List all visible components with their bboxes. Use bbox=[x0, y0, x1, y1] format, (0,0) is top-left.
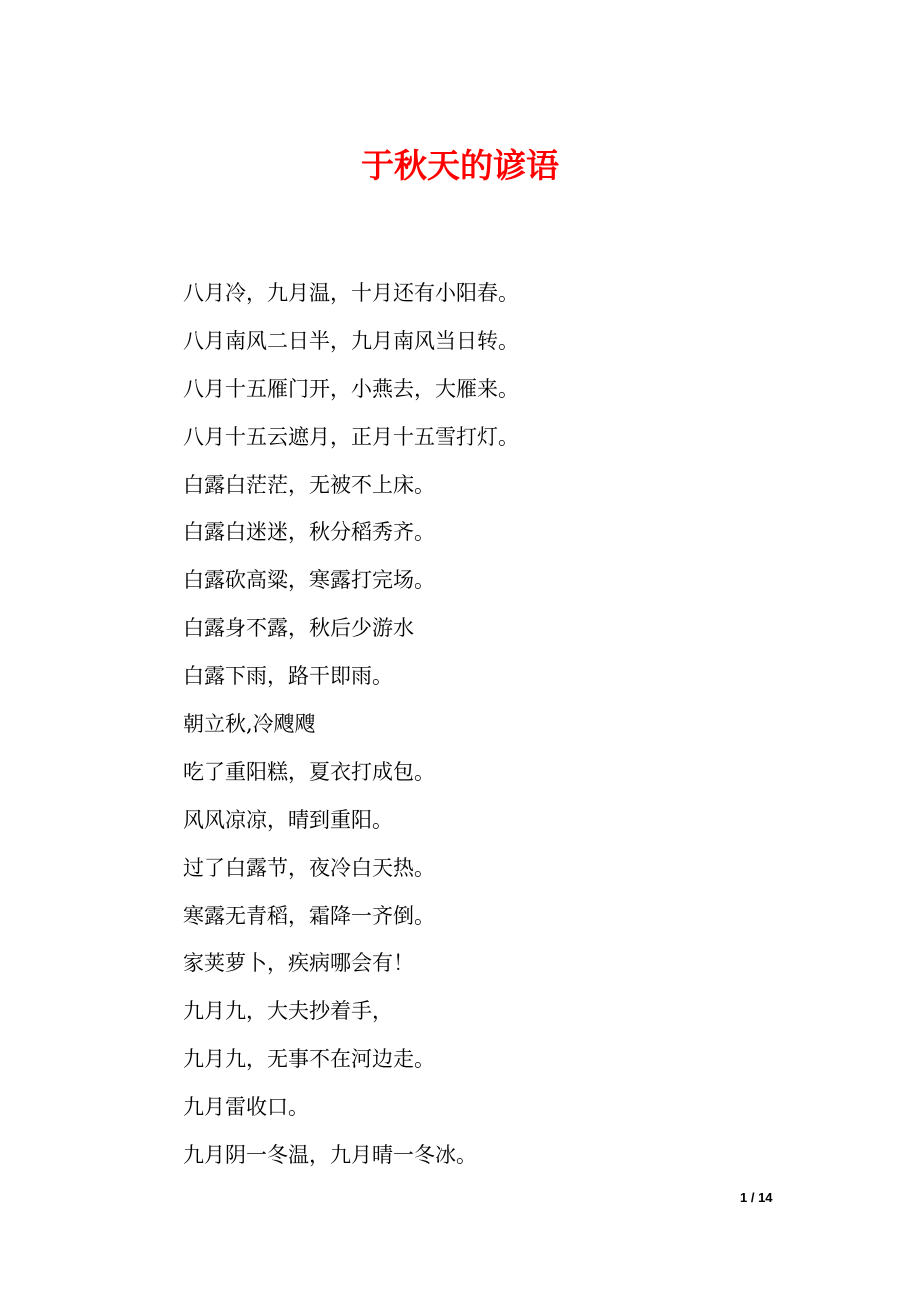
proverb-line: 八月十五云遮月，正月十五雪打灯。 bbox=[183, 424, 519, 449]
proverb-line: 风风凉凉，晴到重阳。 bbox=[183, 807, 393, 832]
proverb-list bbox=[183, 276, 519, 1186]
proverb-line: 八月十五雁门开，小燕去，大雁来。 bbox=[183, 376, 519, 401]
proverb-line: 九月九，大夫抄着手， bbox=[183, 999, 393, 1024]
proverb-line: 白露身不露，秋后少游水 bbox=[183, 616, 414, 641]
proverb-line: 家荚萝卜，疾病哪会有！ bbox=[183, 951, 414, 976]
proverb-line: 九月阴一冬温，九月晴一冬冰。 bbox=[183, 1143, 477, 1168]
proverb-line: 寒露无青稻，霜降一齐倒。 bbox=[183, 903, 435, 928]
proverb-line: 吃了重阳糕，夏衣打成包。 bbox=[183, 759, 435, 784]
proverb-line: 白露下雨，路干即雨。 bbox=[183, 664, 393, 689]
proverb-line: 八月南风二日半，九月南风当日转。 bbox=[183, 328, 519, 353]
page-number: 1 / 14 bbox=[740, 1190, 773, 1205]
proverb-line: 过了白露节，夜冷白天热。 bbox=[183, 855, 435, 880]
proverb-line: 八月冷，九月温，十月还有小阳春。 bbox=[183, 281, 519, 305]
proverb-line: 九月九，无事不在河边走。 bbox=[183, 1047, 435, 1072]
proverb-line: 白露白茫茫，无被不上床。 bbox=[183, 472, 435, 497]
proverb-line: 白露砍高粱，寒露打完场。 bbox=[183, 568, 435, 593]
proverb-line: 白露白迷迷，秋分稻秀齐。 bbox=[183, 520, 435, 545]
proverb-line: 朝立秋,冷飕飕 bbox=[183, 712, 316, 737]
document-title: 于秋天的谚语 bbox=[361, 146, 559, 185]
proverb-line: 九月雷收口。 bbox=[183, 1095, 309, 1120]
